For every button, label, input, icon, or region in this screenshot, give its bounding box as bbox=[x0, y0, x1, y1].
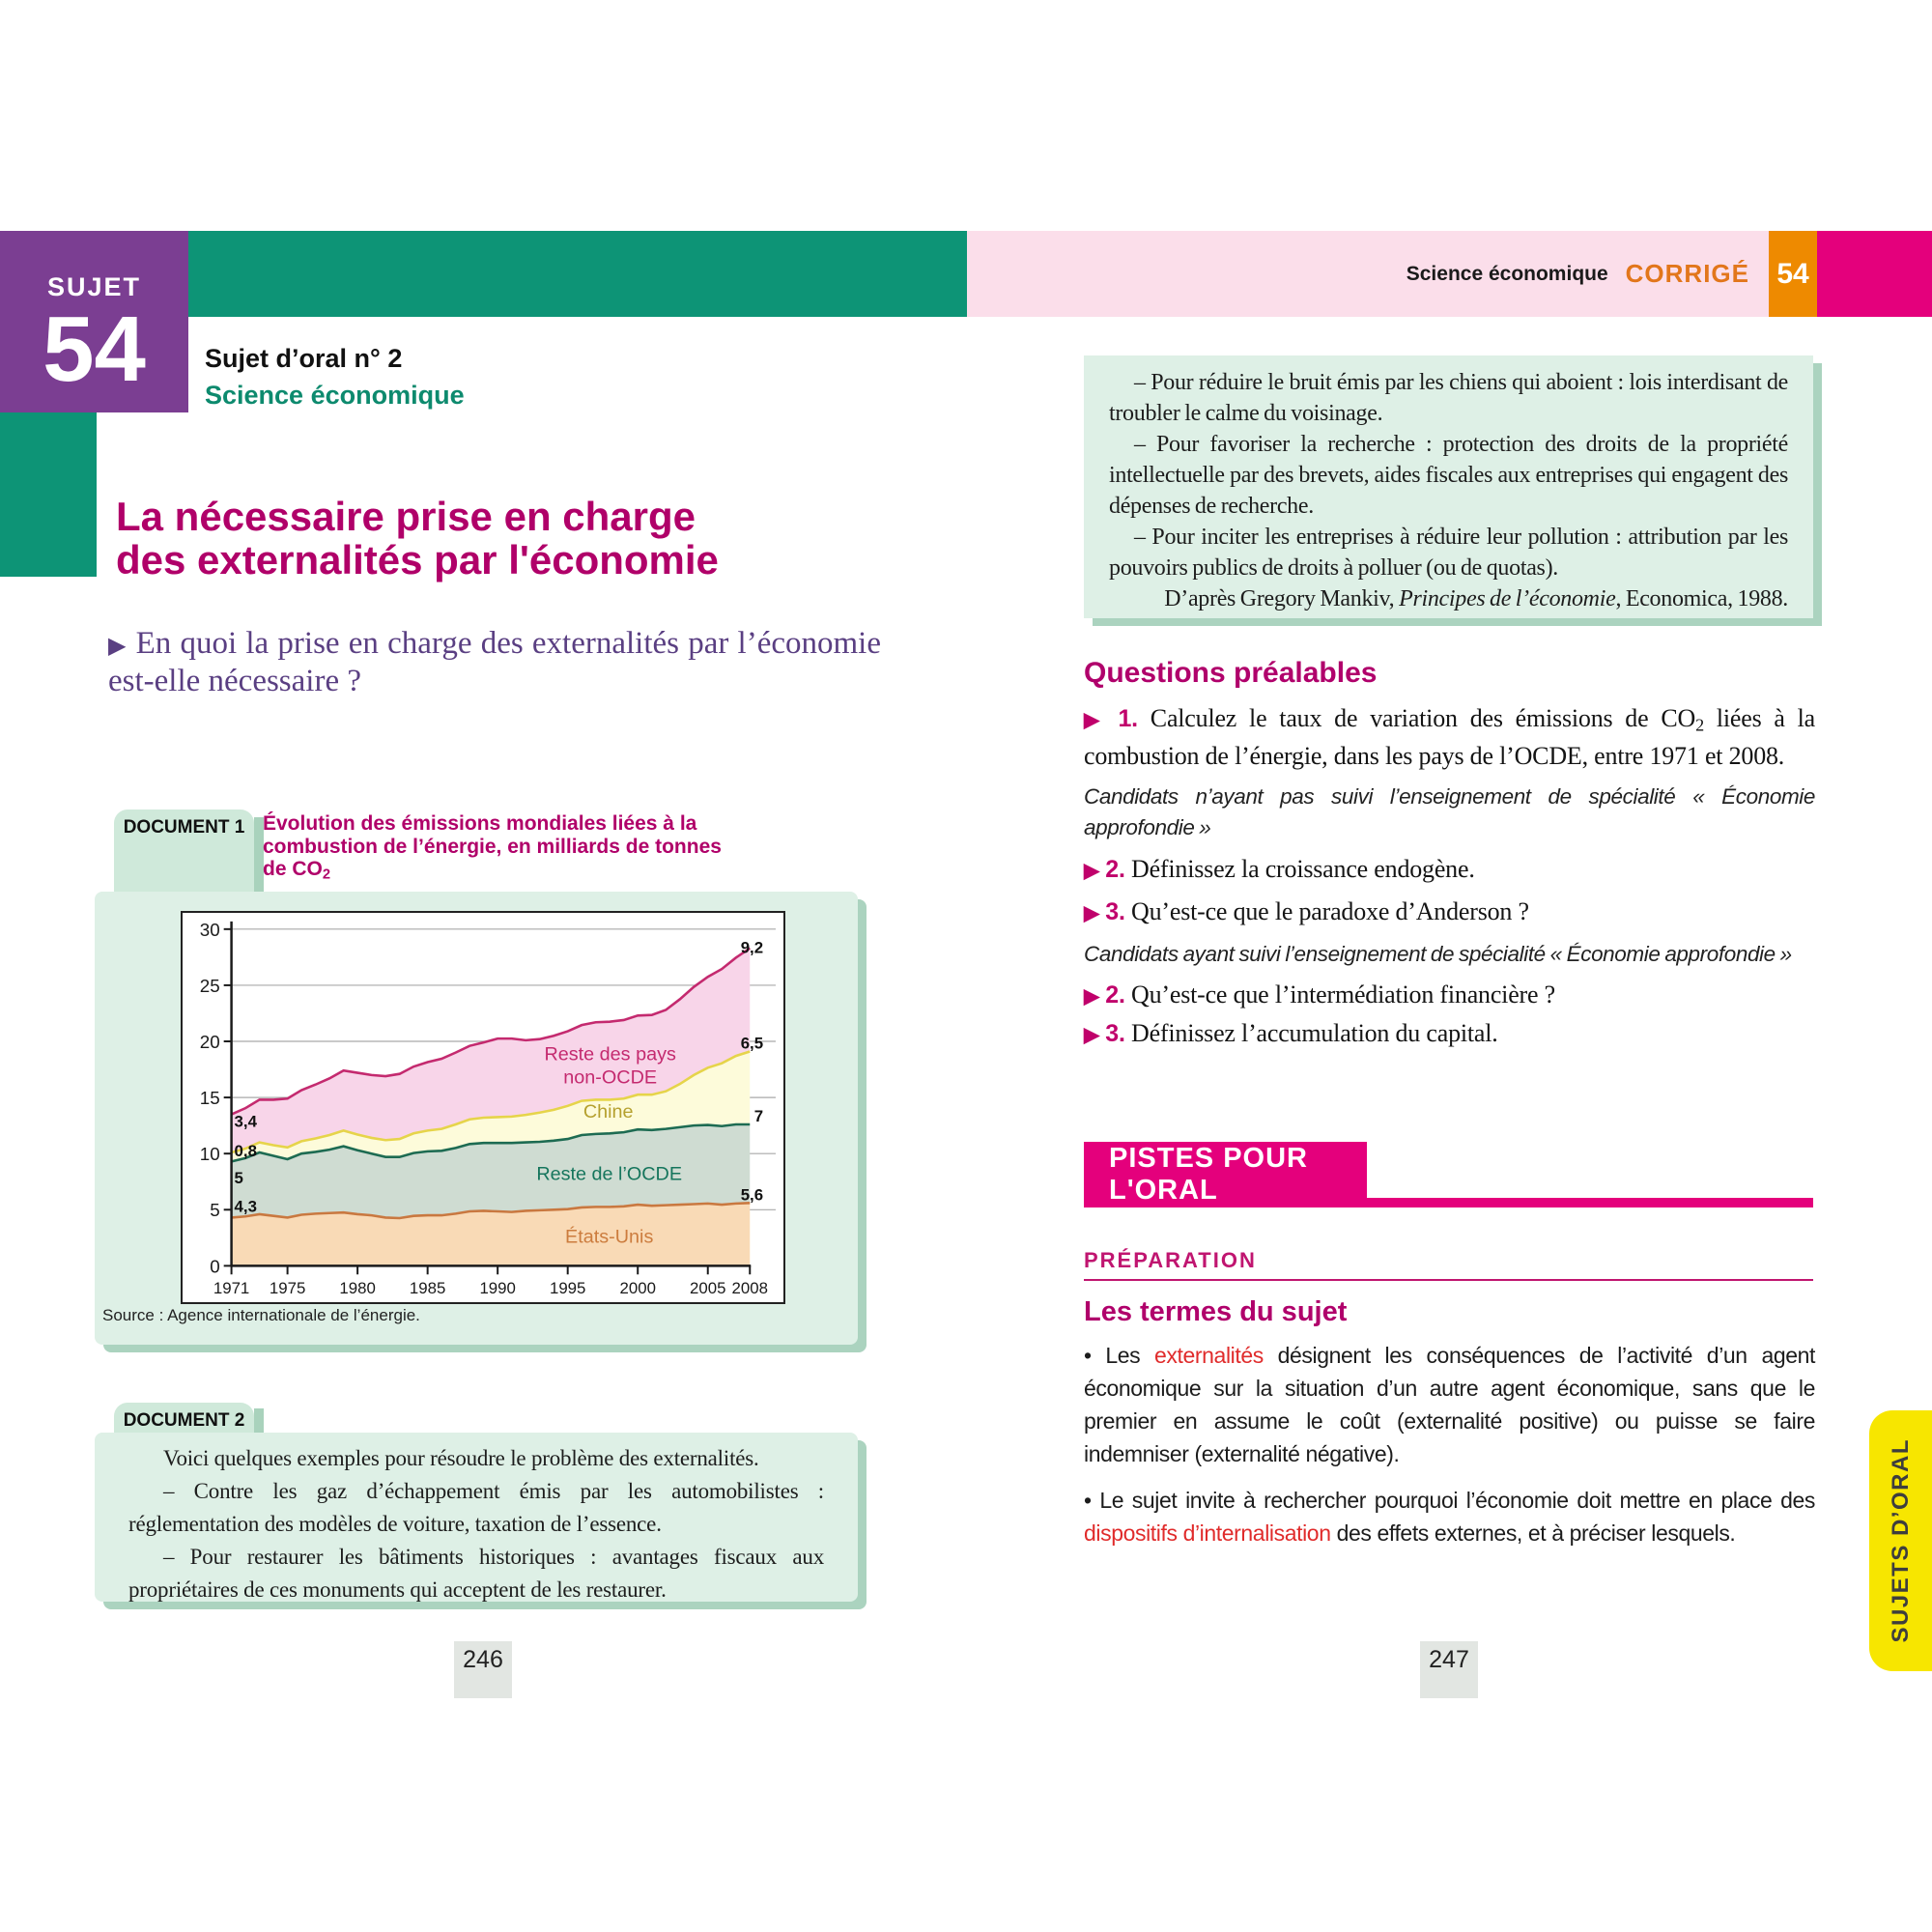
series-label: Chine bbox=[582, 1100, 634, 1122]
x-tick-label: 1980 bbox=[339, 1279, 376, 1298]
corrige-number: 54 bbox=[1776, 257, 1809, 290]
quote-paragraph: – Pour inciter les entreprises à réduire leur pollution : attribution par les pouvoirs publics de droits à polluer (ou de quotas). bbox=[1109, 525, 1788, 581]
page-number-right-value: 247 bbox=[1429, 1646, 1469, 1673]
y-tick-label: 30 bbox=[199, 919, 220, 940]
x-tick-label: 1975 bbox=[269, 1279, 306, 1298]
questions-title: Questions préalables bbox=[1084, 657, 1378, 689]
start-value-label: 3,4 bbox=[234, 1112, 257, 1131]
text-segment: , Economica, 1988. bbox=[1615, 586, 1788, 611]
left-green-square bbox=[0, 412, 97, 577]
text-segment: • Les bbox=[1084, 1343, 1155, 1368]
question-text bbox=[1084, 704, 1815, 770]
sujet-label: SUJET bbox=[46, 272, 142, 301]
end-value-label: 9,2 bbox=[740, 938, 764, 957]
chart-source: Source : Agence internationale de l’énergie. bbox=[102, 1306, 420, 1324]
header-corrige-label: CORRIGÉ bbox=[1625, 259, 1749, 288]
candidats-note-2: Candidats ayant suivi l’enseignement de spécialité « Économie approfondie » bbox=[1084, 942, 1792, 966]
triangle-bullet-icon: ▶ bbox=[1084, 709, 1106, 731]
page-title-line2: des externalités par l'économie bbox=[116, 537, 719, 582]
termes-bullet-2 bbox=[1084, 1484, 1815, 1549]
text-segment: 2 bbox=[1695, 715, 1704, 735]
y-tick-label: 10 bbox=[199, 1144, 220, 1165]
question-number: 2. bbox=[1105, 981, 1125, 1009]
triangle-bullet-icon: ▶ bbox=[108, 633, 128, 659]
question-item-2 bbox=[1084, 854, 1815, 887]
x-tick-label: 2008 bbox=[731, 1279, 768, 1298]
question-text: Définissez la croissance endogène. bbox=[1124, 855, 1475, 883]
series-label: Reste de l’OCDE bbox=[536, 1163, 683, 1185]
text-segment: • Le sujet invite à rechercher pourquoi l’économie doit mettre en place des bbox=[1084, 1488, 1815, 1513]
y-tick-label: 20 bbox=[199, 1031, 220, 1052]
x-tick-label: 1995 bbox=[549, 1279, 586, 1298]
x-tick-label: 1985 bbox=[409, 1279, 446, 1298]
start-value-label: 5 bbox=[234, 1169, 243, 1188]
page-number-right bbox=[1420, 1641, 1478, 1698]
document2-paragraph: Voici quelques exemples pour résoudre le problème des externalités. bbox=[163, 1446, 759, 1470]
document2-text bbox=[95, 1433, 858, 1606]
document1-tab-label: DOCUMENT 1 bbox=[123, 817, 245, 838]
text-segment: désignent les conséquences de l’activité d’un agent économique sur la situation d’un autre agent économique, sans que le premier en assume le coût (externalité positive) ou puisse se faire indemniser (externalité négative). bbox=[1084, 1343, 1815, 1466]
chart-title bbox=[263, 812, 726, 887]
y-tick-label: 25 bbox=[199, 975, 220, 996]
pistes-banner-rule bbox=[1367, 1198, 1813, 1208]
sujet-number: 54 bbox=[43, 298, 146, 401]
text-segment: 2 bbox=[322, 867, 331, 883]
series-label: Reste des pays bbox=[544, 1043, 676, 1065]
termes-heading: Les termes du sujet bbox=[1084, 1296, 1348, 1327]
end-value-label: 6,5 bbox=[740, 1034, 764, 1053]
x-tick-label: 2000 bbox=[619, 1279, 656, 1298]
question-text: Qu’est-ce que l’intermédiation financière ? bbox=[1124, 980, 1555, 1009]
question-number: 3. bbox=[1105, 1020, 1125, 1047]
corrige-number-box bbox=[1769, 231, 1817, 317]
text-segment: des effets externes, et à préciser lesquels. bbox=[1330, 1520, 1736, 1546]
y-tick-label: 5 bbox=[210, 1200, 220, 1221]
question-text: Qu’est-ce que le paradoxe d’Anderson ? bbox=[1124, 897, 1529, 925]
text-segment: D’après Gregory Mankiv, bbox=[1164, 586, 1400, 611]
termes-bullet-1 bbox=[1084, 1339, 1815, 1470]
quote-paragraph: – Pour réduire le bruit émis par les chiens qui aboient : lois interdisant de troubler le calme du voisinage. bbox=[1109, 370, 1788, 426]
end-value-label: 5,6 bbox=[740, 1185, 764, 1205]
x-tick-label: 1990 bbox=[479, 1279, 516, 1298]
triangle-bullet-icon: ▶ bbox=[1084, 860, 1099, 882]
question-item-2b bbox=[1084, 980, 1815, 1012]
x-tick-label: 2005 bbox=[690, 1279, 726, 1298]
candidats-note-1: Candidats n’ayant pas suivi l’enseignement de spécialité « Économie approfondie » bbox=[1084, 784, 1815, 839]
preparation-rule bbox=[1084, 1279, 1813, 1281]
question-number: 1. bbox=[1118, 705, 1138, 732]
question-item-3b bbox=[1084, 1018, 1815, 1051]
document2-tab-label: DOCUMENT 2 bbox=[123, 1410, 245, 1431]
text-segment: Évolution des émissions mondiales liées à la combustion de l’énergie, en milliards de tonnes de CO bbox=[263, 812, 722, 880]
question-item-3 bbox=[1084, 896, 1815, 929]
page-title bbox=[116, 495, 889, 582]
chart-frame bbox=[181, 911, 785, 1304]
kicker: Sujet d’oral n° 2 bbox=[205, 344, 403, 373]
triangle-bullet-icon: ▶ bbox=[1084, 902, 1099, 924]
discipline-label: Science économique bbox=[205, 381, 465, 410]
top-magenta-strip bbox=[1817, 231, 1932, 317]
preparation-heading: PRÉPARATION bbox=[1084, 1248, 1257, 1272]
y-tick-label: 0 bbox=[210, 1256, 220, 1277]
quote-paragraph: – Pour favoriser la recherche : protection des droits de la propriété intellectuelle par des brevets, aides fiscales aux entreprises qui engagent des dépenses de recherche. bbox=[1109, 432, 1788, 519]
text-segment: dispositifs d’internalisation bbox=[1084, 1520, 1331, 1546]
quote-credit bbox=[1109, 583, 1788, 614]
question-number: 3. bbox=[1105, 898, 1125, 925]
y-tick-label: 15 bbox=[199, 1088, 220, 1109]
page-number-left bbox=[454, 1641, 512, 1698]
page-title-line1: La nécessaire prise en charge bbox=[116, 494, 696, 539]
text-segment: liées à la combustion de l’énergie, dans les pays de l’OCDE, entre 1971 et 2008. bbox=[1084, 704, 1815, 770]
page-number-left-value: 246 bbox=[463, 1646, 503, 1673]
subject-question-text: En quoi la prise en charge des externalités par l’économie est-elle nécessaire ? bbox=[108, 626, 881, 698]
document2-paragraph: – Pour restaurer les bâtiments historiques : avantages fiscaux aux propriétaires de ces monuments qui acceptent de les restaurer. bbox=[128, 1545, 824, 1602]
top-green-band bbox=[188, 231, 967, 317]
termes-body bbox=[1084, 1339, 1815, 1563]
emissions-chart bbox=[183, 913, 783, 1302]
text-segment: Principes de l’économie bbox=[1399, 586, 1616, 611]
x-tick-label: 1971 bbox=[213, 1279, 250, 1298]
series-label: États-Unis bbox=[565, 1226, 654, 1248]
subject-question bbox=[108, 626, 881, 698]
end-value-label: 7 bbox=[753, 1107, 764, 1126]
triangle-bullet-icon: ▶ bbox=[1084, 1024, 1099, 1046]
text-segment: externalités bbox=[1154, 1343, 1264, 1368]
text-segment: Calculez le taux de variation des émissions de CO bbox=[1137, 704, 1696, 732]
document2-paragraph: – Contre les gaz d’échappement émis par les automobilistes : réglementation des modèles de voiture, taxation de l’essence. bbox=[128, 1479, 824, 1536]
question-number: 2. bbox=[1105, 856, 1125, 883]
question-text: Définissez l’accumulation du capital. bbox=[1124, 1019, 1498, 1047]
question-item-1 bbox=[1084, 703, 1815, 772]
side-tab-sujets-oral bbox=[1869, 1410, 1932, 1671]
series-label: non-OCDE bbox=[563, 1066, 658, 1089]
start-value-label: 0,8 bbox=[234, 1141, 257, 1160]
right-page-header bbox=[967, 231, 1759, 317]
corrige-quote-box bbox=[1084, 355, 1813, 618]
pistes-banner bbox=[1084, 1142, 1367, 1208]
document1-tab bbox=[114, 810, 254, 892]
header-discipline: Science économique bbox=[1406, 262, 1608, 285]
side-tab-label: SUJETS D’ORAL bbox=[1887, 1438, 1914, 1643]
triangle-bullet-icon: ▶ bbox=[1084, 985, 1099, 1008]
start-value-label: 4,3 bbox=[234, 1197, 257, 1216]
pistes-banner-label: PISTES POUR L'ORAL bbox=[1109, 1143, 1308, 1206]
